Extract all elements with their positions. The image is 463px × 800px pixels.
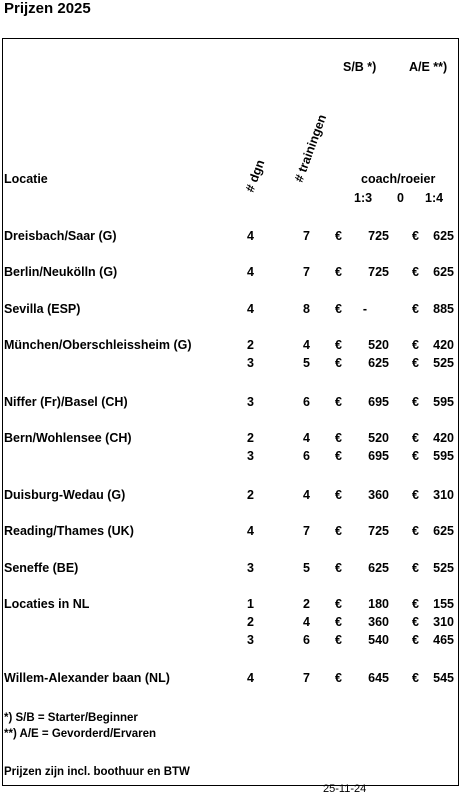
euro-sign-sb: € [335,633,342,647]
euro-sign-ae: € [412,229,419,243]
euro-sign-ae: € [412,265,419,279]
price-sb-value: 180 [368,597,389,611]
days-value: 4 [247,265,254,279]
location-name: Bern/Wohlensee (CH) [4,431,132,445]
trainings-value: 7 [303,524,310,538]
price-sb-value: 360 [368,488,389,502]
price-sb-value: 520 [368,431,389,445]
euro-sign-sb: € [335,431,342,445]
days-value: 2 [247,488,254,502]
header-ratio-1-3: 1:3 [354,191,373,205]
price-sb-value: 540 [368,633,389,647]
price-sb-value: - [362,302,368,316]
euro-sign-ae: € [412,561,419,575]
location-name: Sevilla (ESP) [4,302,81,316]
price-ae-value: 155 [433,597,454,611]
days-value: 3 [247,633,254,647]
price-ae-value: 625 [433,524,454,538]
days-value: 4 [247,229,254,243]
price-sb-value: 725 [368,524,389,538]
price-sb-value: 695 [368,449,389,463]
price-ae-value: 885 [433,302,454,316]
price-ae-value: 525 [433,356,454,370]
euro-sign-ae: € [412,338,419,352]
euro-sign-sb: € [335,229,342,243]
location-name: München/Oberschleissheim (G) [4,338,192,352]
trainings-value: 7 [303,671,310,685]
location-name: Seneffe (BE) [4,561,79,575]
euro-sign-ae: € [412,488,419,502]
trainings-value: 5 [303,561,310,575]
location-name: Niffer (Fr)/Basel (CH) [4,395,128,409]
header-ratio-1-4: 1:4 [425,191,444,205]
euro-sign-sb: € [335,395,342,409]
days-value: 2 [247,431,254,445]
price-ae-value: 420 [433,431,454,445]
trainings-value: 6 [303,633,310,647]
days-value: 2 [247,615,254,629]
date-stamp: 25-11-24 [323,783,367,795]
price-ae-value: 465 [433,633,454,647]
location-name: Willem-Alexander baan (NL) [4,671,170,685]
days-value: 3 [247,449,254,463]
days-value: 2 [247,338,254,352]
euro-sign-sb: € [335,615,342,629]
euro-sign-sb: € [335,338,342,352]
trainings-value: 4 [303,488,310,502]
price-ae-value: 525 [433,561,454,575]
euro-sign-ae: € [412,395,419,409]
trainings-value: 6 [303,449,310,463]
location-name: Berlin/Neukölln (G) [4,265,118,279]
trainings-value: 7 [303,229,310,243]
price-ae-value: 595 [433,395,454,409]
price-sb-value: 725 [368,265,389,279]
header-coach-roeier: coach/roeier [361,172,436,186]
trainings-value: 4 [303,615,310,629]
page-title: Prijzen 2025 [4,0,91,17]
trainings-value: 2 [303,597,310,611]
header-ae: A/E **) [409,60,448,74]
price-sb-value: 625 [368,356,389,370]
price-ae-value: 625 [433,229,454,243]
euro-sign-sb: € [335,561,342,575]
euro-sign-sb: € [335,449,342,463]
location-name: Reading/Thames (UK) [4,524,134,538]
header-ratio-0: 0 [397,191,404,205]
header-locatie: Locatie [4,172,48,186]
trainings-value: 6 [303,395,310,409]
price-sb-value: 725 [368,229,389,243]
days-value: 1 [247,597,254,611]
price-sb-value: 520 [368,338,389,352]
euro-sign-sb: € [335,302,342,316]
footnote-incl: Prijzen zijn incl. boothuur en BTW [4,766,190,778]
trainings-value: 7 [303,265,310,279]
price-ae-value: 420 [433,338,454,352]
euro-sign-ae: € [412,615,419,629]
euro-sign-sb: € [335,265,342,279]
price-sb-value: 625 [368,561,389,575]
price-ae-value: 625 [433,265,454,279]
footnote-sb: *) S/B = Starter/Beginner [4,712,138,724]
days-value: 4 [247,524,254,538]
price-sb-value: 695 [368,395,389,409]
days-value: 3 [247,356,254,370]
price-sb-value: 645 [368,671,389,685]
euro-sign-ae: € [412,302,419,316]
euro-sign-sb: € [335,524,342,538]
euro-sign-ae: € [412,356,419,370]
days-value: 4 [247,302,254,316]
euro-sign-sb: € [335,356,342,370]
price-ae-value: 595 [433,449,454,463]
days-value: 4 [247,671,254,685]
euro-sign-ae: € [412,633,419,647]
header-trainingen: # trainingen [291,112,330,184]
euro-sign-sb: € [335,671,342,685]
trainings-value: 8 [303,302,310,316]
price-ae-value: 310 [433,615,454,629]
euro-sign-ae: € [412,431,419,445]
price-ae-value: 310 [433,488,454,502]
euro-sign-sb: € [335,597,342,611]
euro-sign-ae: € [412,597,419,611]
euro-sign-ae: € [412,524,419,538]
footnote-ae: **) A/E = Gevorderd/Ervaren [4,728,157,740]
location-name: Locaties in NL [4,597,90,611]
location-name: Duisburg-Wedau (G) [4,488,126,502]
trainings-value: 5 [303,356,310,370]
euro-sign-sb: € [335,488,342,502]
trainings-value: 4 [303,431,310,445]
price-ae-value: 545 [433,671,454,685]
euro-sign-ae: € [412,449,419,463]
header-dgn: # dgn [242,157,268,194]
header-sb: S/B *) [343,60,377,74]
euro-sign-ae: € [412,671,419,685]
trainings-value: 4 [303,338,310,352]
days-value: 3 [247,395,254,409]
price-sb-value: 360 [368,615,389,629]
location-name: Dreisbach/Saar (G) [4,229,117,243]
days-value: 3 [247,561,254,575]
